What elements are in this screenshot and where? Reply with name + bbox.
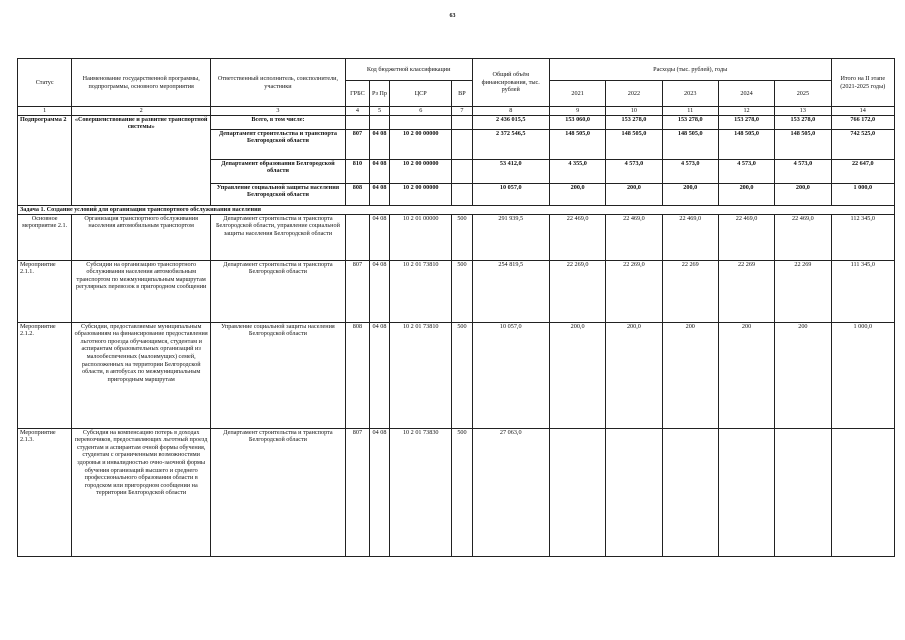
row-2022 xyxy=(606,428,662,556)
row-csr: 10 2 01 73810 xyxy=(390,260,452,322)
row-vr xyxy=(452,129,472,159)
header-executor: Ответственный исполнитель, соисполнители, участники xyxy=(211,59,346,107)
col-index: 7 xyxy=(452,107,472,116)
row-executor: Департамент строительства и транспорта Белгородской области xyxy=(211,129,346,159)
col-index: 6 xyxy=(390,107,452,116)
header-kbk: Код бюджетной классификации xyxy=(345,59,472,81)
main-event-executor: Департамент строительства и транспорта Белгородской области, управление социальной защиты населения Белгородской области xyxy=(211,214,346,260)
event-name: Субсидии на организацию транспортного обслуживания населения автомобильным транспортом по межмуниципальным маршрутам регулярных перевозок в пригородном сообщении xyxy=(72,260,211,322)
row-grbs: 810 xyxy=(345,159,369,183)
row-sum: 742 525,0 xyxy=(831,129,894,159)
row-2025: 153 278,0 xyxy=(775,115,831,129)
row-grbs: 807 xyxy=(345,129,369,159)
row-rzpr xyxy=(369,115,389,129)
event-executor: Департамент строительства и транспорта Белгородской области xyxy=(211,428,346,556)
event-executor: Управление социальной защиты населения Белгородской области xyxy=(211,322,346,428)
row-2024 xyxy=(718,428,774,556)
row-total: 27 063,0 xyxy=(472,428,549,556)
row-rzpr: 04 08 xyxy=(369,214,389,260)
row-vr: 500 xyxy=(452,428,472,556)
row-2021: 4 355,0 xyxy=(549,159,605,183)
main-event-name: Организация транспортного обслуживания населения автомобильным транспортом xyxy=(72,214,211,260)
row-total: 2 436 015,5 xyxy=(472,115,549,129)
row-rzpr: 04 08 xyxy=(369,428,389,556)
row-grbs: 808 xyxy=(345,322,369,428)
header-year: 2025 xyxy=(775,81,831,107)
col-index: 1 xyxy=(18,107,72,116)
row-sum: 111 345,0 xyxy=(831,260,894,322)
row-vr xyxy=(452,159,472,183)
row-2024: 200,0 xyxy=(718,183,774,205)
event-name: Субсидия на компенсацию потерь в доходах перевозчиков, предоставляющих льготный проезд студентам и аспирантам очной формы обучения, студентам с ограниченными возможностями здоровья и инвалидностью очно-заочной формы обучения организаций высшего и среднего профессионального образования области в городском или пригородном сообщении на территории Белгородской области xyxy=(72,428,211,556)
row-sum: 1 000,0 xyxy=(831,322,894,428)
row-sum: 22 647,0 xyxy=(831,159,894,183)
row-csr: 10 2 01 73830 xyxy=(390,428,452,556)
row-2021 xyxy=(549,428,605,556)
row-2021: 153 060,0 xyxy=(549,115,605,129)
row-2023 xyxy=(662,428,718,556)
row-total: 10 057,0 xyxy=(472,183,549,205)
row-grbs: 807 xyxy=(345,428,369,556)
row-2025: 4 573,0 xyxy=(775,159,831,183)
col-index: 14 xyxy=(831,107,894,116)
event-status: Мероприятие 2.1.3. xyxy=(18,428,72,556)
row-2022: 200,0 xyxy=(606,183,662,205)
row-grbs: 807 xyxy=(345,260,369,322)
row-2024: 4 573,0 xyxy=(718,159,774,183)
row-total: 291 939,5 xyxy=(472,214,549,260)
table-row xyxy=(18,428,895,556)
budget-table xyxy=(17,58,895,557)
row-2025: 22 469,0 xyxy=(775,214,831,260)
row-2023: 153 278,0 xyxy=(662,115,718,129)
row-grbs xyxy=(345,214,369,260)
row-2023: 200,0 xyxy=(662,183,718,205)
header-grbs: ГРБС xyxy=(345,81,369,107)
col-index: 9 xyxy=(549,107,605,116)
row-2022: 153 278,0 xyxy=(606,115,662,129)
table-row xyxy=(18,260,895,322)
task-row xyxy=(18,205,895,214)
header-name: Наименование государственной программы, подпрограммы, основного мероприятия xyxy=(72,59,211,107)
row-sum: 112 345,0 xyxy=(831,214,894,260)
header-year: 2022 xyxy=(606,81,662,107)
row-2022: 4 573,0 xyxy=(606,159,662,183)
header-total: Общий объём финансирования, тыс. рублей xyxy=(472,59,549,107)
row-2024: 148 505,0 xyxy=(718,129,774,159)
row-csr: 10 2 00 00000 xyxy=(390,129,452,159)
row-csr: 10 2 01 00000 xyxy=(390,214,452,260)
header-vr: ВР xyxy=(452,81,472,107)
table-row xyxy=(18,214,895,260)
row-2025 xyxy=(775,428,831,556)
col-index: 13 xyxy=(775,107,831,116)
row-2024: 200 xyxy=(718,322,774,428)
row-2025: 22 269 xyxy=(775,260,831,322)
header-stage-total: Итого на II этапе (2021-2025 годы) xyxy=(831,59,894,107)
row-2023: 22 469,0 xyxy=(662,214,718,260)
row-csr: 10 2 00 00000 xyxy=(390,183,452,205)
row-2025: 200 xyxy=(775,322,831,428)
row-2024: 22 269 xyxy=(718,260,774,322)
event-status: Мероприятие 2.1.1. xyxy=(18,260,72,322)
row-2021: 22 269,0 xyxy=(549,260,605,322)
row-executor: Управление социальной защиты населения Белгородской области xyxy=(211,183,346,205)
col-index: 8 xyxy=(472,107,549,116)
header-csr: ЦСР xyxy=(390,81,452,107)
table-row xyxy=(18,115,895,129)
row-total: 10 057,0 xyxy=(472,322,549,428)
header-year: 2024 xyxy=(718,81,774,107)
row-2025: 148 505,0 xyxy=(775,129,831,159)
row-vr: 500 xyxy=(452,214,472,260)
main-event-status: Основное мероприятие 2.1. xyxy=(18,214,72,260)
header-rzpr: Рз Пр xyxy=(369,81,389,107)
row-total: 2 372 546,5 xyxy=(472,129,549,159)
row-2023: 200 xyxy=(662,322,718,428)
row-grbs xyxy=(345,115,369,129)
table-row xyxy=(18,322,895,428)
event-name: Субсидии, предоставляемые муниципальным образованиям на финансирование предоставления льготного проезда обучающимся, студентам и аспирантам образовательных организаций из малообеспеченных (малоимущих) семей, расположенных на территории Белгородской области, в автобусах по межмуниципальным пригородным маршрутам xyxy=(72,322,211,428)
row-rzpr: 04 08 xyxy=(369,129,389,159)
row-2021: 200,0 xyxy=(549,322,605,428)
row-total: 254 819,5 xyxy=(472,260,549,322)
row-total: 53 412,0 xyxy=(472,159,549,183)
col-index: 5 xyxy=(369,107,389,116)
row-csr: 10 2 00 00000 xyxy=(390,159,452,183)
row-vr: 500 xyxy=(452,260,472,322)
row-csr xyxy=(390,115,452,129)
row-2022: 22 469,0 xyxy=(606,214,662,260)
row-grbs: 808 xyxy=(345,183,369,205)
row-2025: 200,0 xyxy=(775,183,831,205)
row-2022: 200,0 xyxy=(606,322,662,428)
row-2024: 22 469,0 xyxy=(718,214,774,260)
row-2021: 200,0 xyxy=(549,183,605,205)
col-index: 4 xyxy=(345,107,369,116)
row-2023: 4 573,0 xyxy=(662,159,718,183)
header-year: 2023 xyxy=(662,81,718,107)
row-csr: 10 2 01 73810 xyxy=(390,322,452,428)
col-index: 12 xyxy=(718,107,774,116)
row-2021: 148 505,0 xyxy=(549,129,605,159)
subprogram-name: «Совершенствование и развитие транспортной системы» xyxy=(72,115,211,205)
subprogram-status: Подпрограмма 2 xyxy=(18,115,72,205)
column-index-row xyxy=(18,107,895,116)
header-status: Статус xyxy=(18,59,72,107)
col-index: 3 xyxy=(211,107,346,116)
event-executor: Департамент строительства и транспорта Белгородской области xyxy=(211,260,346,322)
row-2022: 148 505,0 xyxy=(606,129,662,159)
col-index: 11 xyxy=(662,107,718,116)
row-executor: Департамент образования Белгородской области xyxy=(211,159,346,183)
row-sum: 1 000,0 xyxy=(831,183,894,205)
row-vr: 500 xyxy=(452,322,472,428)
col-index: 10 xyxy=(606,107,662,116)
row-rzpr: 04 08 xyxy=(369,322,389,428)
row-rzpr: 04 08 xyxy=(369,260,389,322)
col-index: 2 xyxy=(72,107,211,116)
row-2024: 153 278,0 xyxy=(718,115,774,129)
header-year: 2021 xyxy=(549,81,605,107)
row-rzpr: 04 08 xyxy=(369,183,389,205)
row-vr xyxy=(452,115,472,129)
row-rzpr: 04 08 xyxy=(369,159,389,183)
row-2022: 22 269,0 xyxy=(606,260,662,322)
row-2021: 22 469,0 xyxy=(549,214,605,260)
task-title: Задача 1. Создание условий для организации транспортного обслуживания населения xyxy=(18,205,895,214)
header-expenses: Расходы (тыс. рублей), годы xyxy=(549,59,831,81)
event-status: Мероприятие 2.1.2. xyxy=(18,322,72,428)
page-number: 63 xyxy=(449,13,456,19)
row-2023: 148 505,0 xyxy=(662,129,718,159)
row-vr xyxy=(452,183,472,205)
row-2023: 22 269 xyxy=(662,260,718,322)
row-executor: Всего, в том числе: xyxy=(211,115,346,129)
row-sum: 766 172,0 xyxy=(831,115,894,129)
row-sum xyxy=(831,428,894,556)
